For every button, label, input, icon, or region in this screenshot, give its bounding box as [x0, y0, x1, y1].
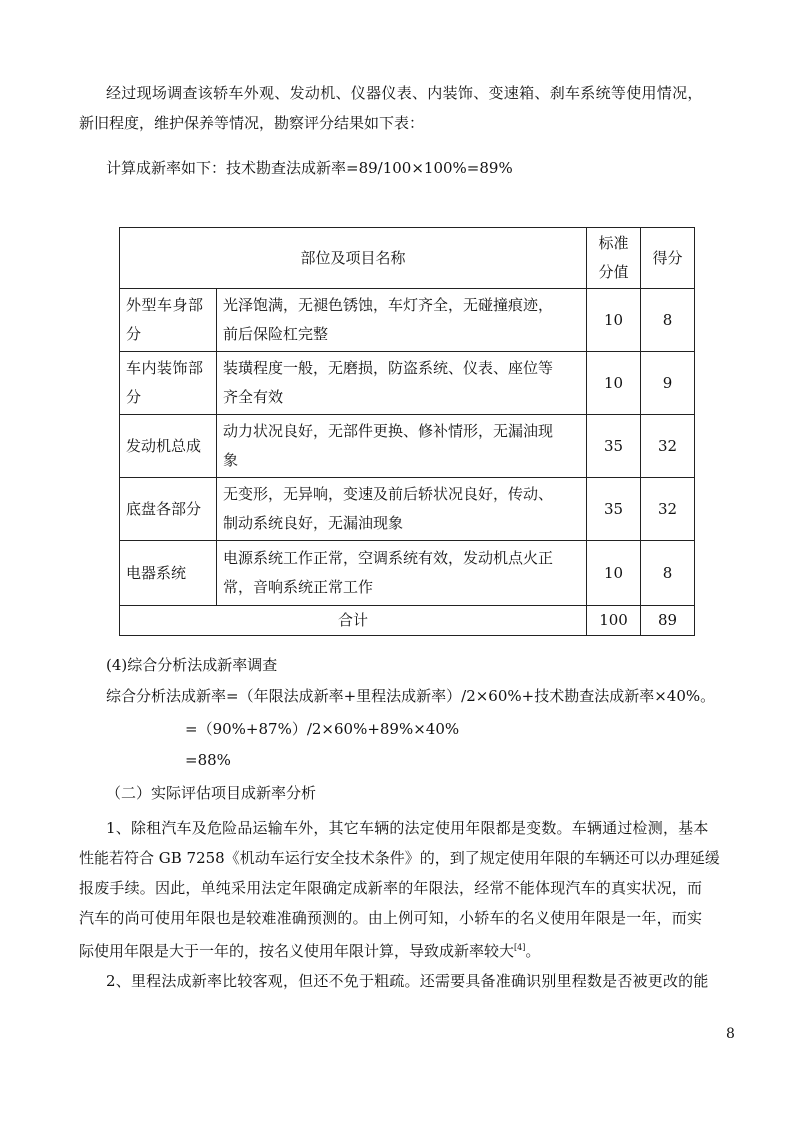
row-part	[120, 289, 217, 352]
section4-formula: 综合分析法成新率=（年限法成新率+里程法成新率）/2×60%+技术勘查法成新率×40%。	[106, 687, 716, 705]
row-score: 8	[641, 541, 695, 606]
row-desc	[217, 478, 587, 541]
para1-line5-text: 际使用年限是大于一年的，按名义使用年限计算，导致成新率较大	[79, 942, 515, 960]
intro-line-1: 经过现场调查该轿车外观、发动机、仪器仪表、内装饰、变速箱、刹车系统等使用情况，	[106, 84, 703, 102]
row-part: 发动机总成	[120, 415, 217, 478]
total-score: 89	[641, 606, 695, 636]
desc-line2: 齐全有效	[223, 388, 284, 406]
section4-heading: (4)综合分析法成新率调查	[106, 656, 278, 674]
desc-line1: 动力状况良好，无部件更换、修补情形，无漏油现	[223, 422, 554, 440]
para1-line3: 报废手续。因此，单纯采用法定年限确定成新率的年限法，经常不能体现汽车的真实状况，而	[79, 879, 703, 897]
row-std: 10	[587, 541, 641, 606]
row-std: 35	[587, 478, 641, 541]
para1-line2: 性能若符合 GB 7258《机动车运行安全技术条件》的，到了规定使用年限的车辆还可以办理延缓	[79, 849, 720, 867]
desc-line2: 前后保险杠完整	[223, 325, 329, 343]
row-part: 底盘各部分	[120, 478, 217, 541]
desc-line1: 装璜程度一般，无磨损，防盗系统、仪表、座位等	[223, 359, 554, 377]
row-part	[120, 352, 217, 415]
calc-line: 计算成新率如下：技术勘查法成新率=89/100×100%=89%	[106, 159, 513, 177]
page-number: 8	[726, 1026, 735, 1042]
section4-step1: =（90%+87%）/2×60%+89%×40%	[185, 720, 460, 738]
desc-line2: 象	[223, 451, 239, 469]
table-total-row	[120, 606, 695, 636]
header-std-line1: 标准	[598, 234, 629, 252]
table-row	[120, 352, 695, 415]
score-table	[119, 227, 695, 636]
table-header-row	[120, 228, 695, 289]
desc-line1: 电源系统工作正常，空调系统有效，发动机点火正	[223, 549, 554, 567]
header-std-line2: 分值	[598, 263, 629, 281]
section4-step2: =88%	[185, 751, 231, 769]
desc-line2: 常，音响系统正常工作	[223, 578, 374, 596]
header-score: 得分	[641, 228, 695, 289]
part-line1: 车内装饰部	[126, 359, 204, 377]
row-desc	[217, 541, 587, 606]
part-line1: 外型车身部	[126, 296, 204, 314]
row-part: 电器系统	[120, 541, 217, 606]
row-score: 32	[641, 478, 695, 541]
row-std: 10	[587, 289, 641, 352]
table-row	[120, 415, 695, 478]
row-desc	[217, 415, 587, 478]
row-desc	[217, 289, 587, 352]
row-score: 8	[641, 289, 695, 352]
table-row	[120, 541, 695, 606]
desc-line2: 制动系统良好，无漏油现象	[223, 514, 404, 532]
para1-line5-end: 。	[525, 942, 541, 960]
row-score: 9	[641, 352, 695, 415]
para2-line1: 2、里程法成新率比较客观，但还不免于粗疏。还需要具备准确识别里程数是否被更改的能	[106, 972, 709, 990]
para1-line5	[79, 938, 540, 961]
citation-ref: [4]	[514, 943, 526, 952]
section2-heading: （二）实际评估项目成新率分析	[106, 784, 317, 802]
header-std	[587, 228, 641, 289]
table-row	[120, 289, 695, 352]
desc-line1: 无变形，无异响，变速及前后轿状况良好，传动、	[223, 485, 554, 503]
para1-line4: 汽车的尚可使用年限也是较难准确预测的。由上例可知，小轿车的名义使用年限是一年，而实	[79, 909, 703, 927]
total-std: 100	[587, 606, 641, 636]
para1-line1: 1、除租汽车及危险品运输车外，其它车辆的法定使用年限都是变数。车辆通过检测，基本	[106, 819, 709, 837]
row-std: 35	[587, 415, 641, 478]
desc-line1: 光泽饱满，无褪色锈蚀，车灯齐全，无碰撞痕迹，	[223, 296, 554, 314]
row-score: 32	[641, 415, 695, 478]
header-item: 部位及项目名称	[120, 228, 587, 289]
part-line2: 分	[126, 325, 142, 343]
row-desc	[217, 352, 587, 415]
table-row	[120, 478, 695, 541]
intro-line-2: 新旧程度，维护保养等情况，勘察评分结果如下表：	[79, 114, 425, 132]
part-line2: 分	[126, 388, 142, 406]
total-label: 合计	[120, 606, 587, 636]
row-std: 10	[587, 352, 641, 415]
